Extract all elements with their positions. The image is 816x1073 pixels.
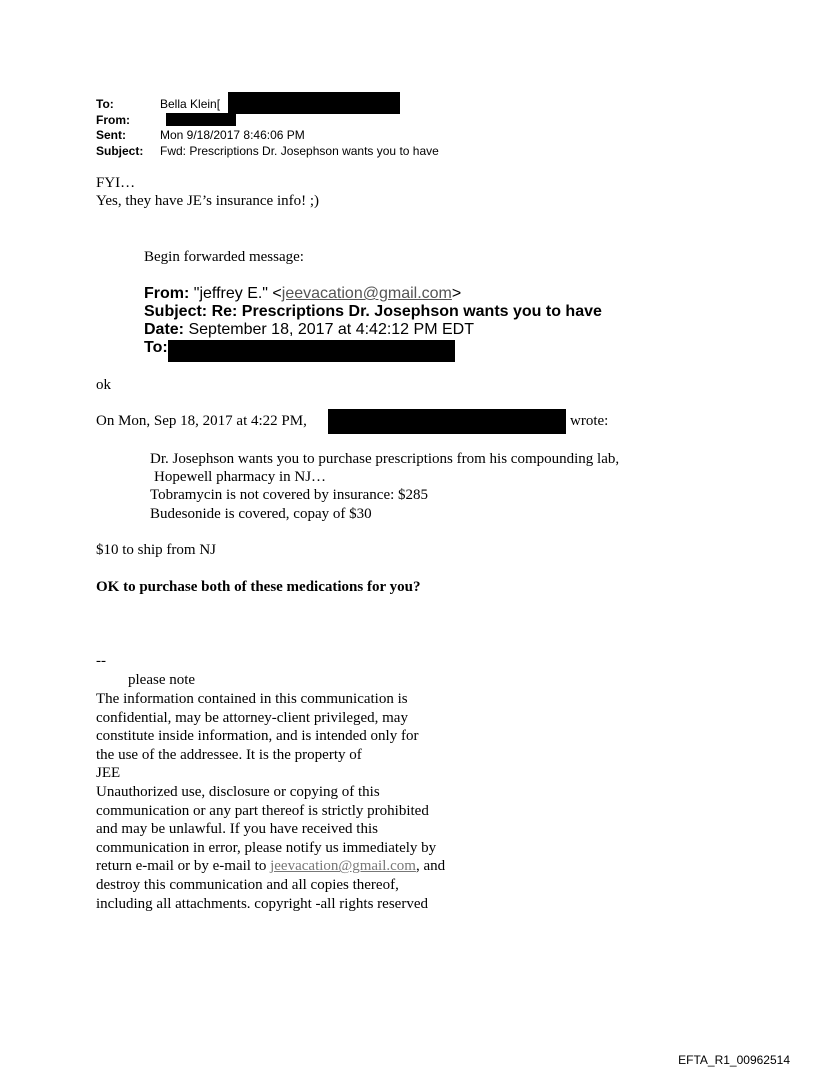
signature-dashes: -- — [96, 653, 106, 669]
disclaimer-line: The information contained in this communication is — [96, 691, 408, 707]
signature-note: please note — [128, 672, 196, 688]
return-prefix: return e-mail or by e-mail to — [96, 858, 271, 875]
disclaimer-line: constitute inside information, and is intended only for — [96, 728, 419, 745]
fwd-subject-label: Subject: — [144, 303, 208, 320]
quote-intro-suffix: wrote: — [570, 413, 609, 429]
fwd-subject-value: Re: Prescriptions Dr. Josephson wants you to have — [211, 303, 602, 320]
to-label: To: — [96, 97, 114, 111]
fwd-subject-line — [144, 303, 602, 321]
subject-label: Subject: — [96, 144, 144, 158]
redaction-to — [228, 92, 400, 114]
disclaimer-line: Unauthorized use, disclosure or copying of this — [96, 784, 380, 800]
disclaimer-line: communication or any part thereof is strictly prohibited — [96, 802, 429, 819]
fwd-from-email-link[interactable]: jeevacation@gmail.com — [281, 285, 452, 302]
document-id: EFTA_R1_00962514 — [678, 1053, 790, 1067]
quoted-line-2: Hopewell pharmacy in NJ… — [154, 469, 327, 485]
disclaimer-line: including all attachments. copyright -all rights reserved — [96, 895, 428, 912]
question-text: OK to purchase both of these medications for you? — [96, 579, 421, 595]
fwd-from-close: > — [451, 285, 462, 302]
fwd-date-line — [144, 321, 474, 339]
disclaimer-line: and may be unlawful. If you have received this — [96, 821, 378, 838]
fwd-to-label: To: — [144, 339, 168, 356]
quote-intro-prefix: On Mon, Sep 18, 2017 at 4:22 PM, — [96, 413, 307, 429]
redaction-sender — [328, 409, 566, 434]
quoted-line-3: Tobramycin is not covered by insurance: $285 — [150, 487, 429, 503]
redaction-fwd-to — [168, 340, 455, 362]
disclaimer-line: JEE — [96, 765, 121, 782]
fwd-date-value: September 18, 2017 at 4:42:12 PM EDT — [188, 321, 474, 338]
begin-forwarded: Begin forwarded message: — [144, 249, 304, 265]
disclaimer-email-link[interactable]: jeevacation@gmail.com — [270, 858, 416, 875]
sent-label: Sent: — [96, 128, 126, 142]
disclaimer-line: the use of the addressee. It is the property of — [96, 746, 362, 763]
fwd-from-name: "jeffrey E." < — [193, 285, 282, 302]
redaction-from — [166, 113, 236, 126]
disclaimer-line: communication in error, please notify us immediately by — [96, 839, 437, 856]
from-label: From: — [96, 113, 130, 127]
fwd-from-line — [144, 285, 461, 303]
to-value: Bella Klein[ — [160, 97, 221, 111]
reply-text: ok — [96, 377, 111, 393]
disclaimer-return-line — [96, 857, 445, 876]
intro-line-2: Yes, they have JE’s insurance info! ;) — [96, 193, 320, 209]
fwd-from-label: From: — [144, 285, 190, 302]
fwd-to-line — [144, 339, 168, 357]
shipping-text: $10 to ship from NJ — [96, 542, 216, 558]
disclaimer-line: confidential, may be attorney-client privileged, may — [96, 709, 408, 726]
fwd-date-label: Date: — [144, 321, 185, 338]
quoted-line-4: Budesonide is covered, copay of $30 — [150, 506, 372, 522]
intro-line-1: FYI… — [96, 175, 136, 191]
sent-value: Mon 9/18/2017 8:46:06 PM — [160, 128, 305, 142]
subject-value: Fwd: Prescriptions Dr. Josephson wants you to have — [160, 144, 439, 158]
return-suffix: , and — [415, 858, 446, 875]
disclaimer-line: destroy this communication and all copies thereof, — [96, 877, 399, 893]
quoted-line-1: Dr. Josephson wants you to purchase prescriptions from his compounding lab, — [150, 451, 620, 467]
